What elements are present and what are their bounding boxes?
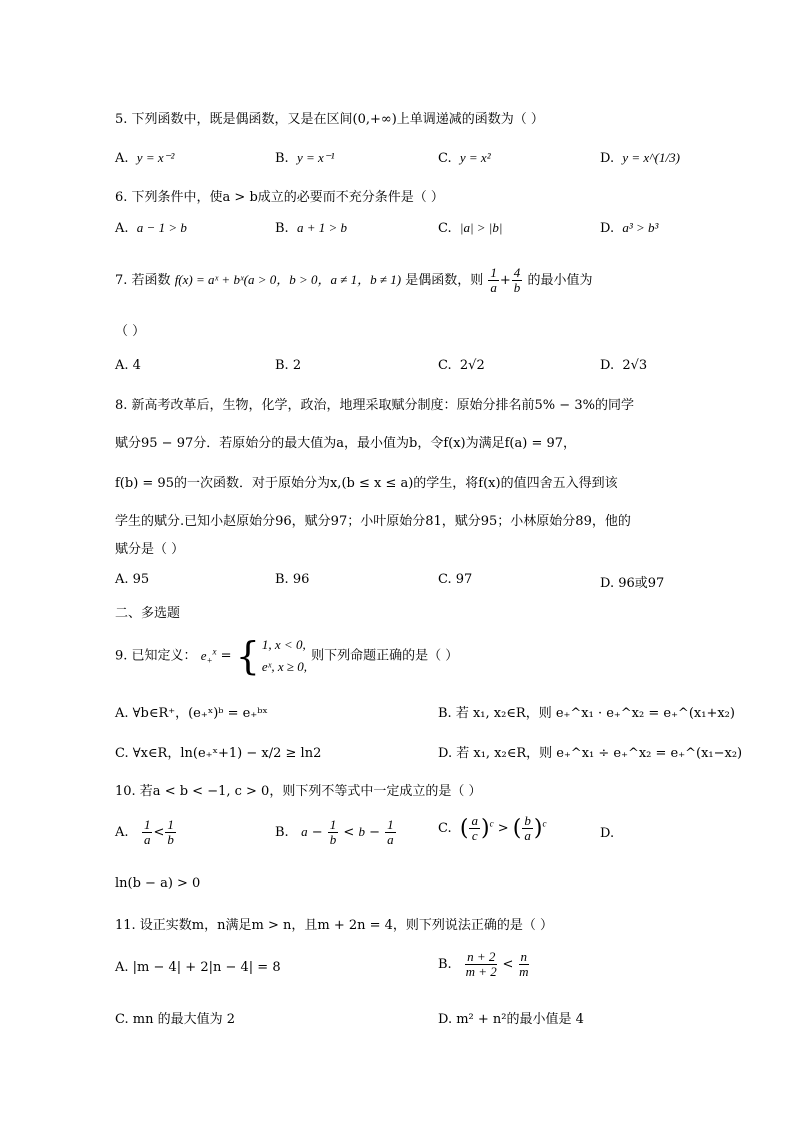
q9-option-a: A. ∀b∈R⁺，(e₊ˣ)ᵇ = e₊ᵇˣ xyxy=(115,706,268,721)
q11-option-c: C. mn 的最大值为 2 xyxy=(115,1012,235,1027)
q9-option-b: B. 若 x₁, x₂∈R，则 e₊^x₁ · e₊^x₂ = e₊^(x₁+x₂) xyxy=(438,706,735,721)
q10-option-c: C. ( $\frac{a}{c}$ )$^c$ > ( $\frac{b}{a}$ )$^c$ xyxy=(438,813,547,843)
q7-function: f(x) = aˣ + bˣ(a > 0，b > 0，a ≠ 1，b ≠ 1) xyxy=(174,272,402,287)
q7-stem: 7. 若函数 f(x) = aˣ + bˣ(a > 0，b > 0，a ≠ 1，b ≠ 1) 是偶函数，则 $\frac{1}{a}$ + $\frac{4}{b}$ 的最小值为 xyxy=(115,265,593,295)
q8-option-c: C. 97 xyxy=(438,572,473,587)
q9-option-d: D. 若 x₁, x₂∈R，则 e₊^x₁ ÷ e₊^x₂ = e₊^(x₁−x₂) xyxy=(438,746,743,761)
q10-option-b: B. a − $\frac{1}{b}$ < b − $\frac{1}{a}$ xyxy=(275,817,394,847)
q7-frac-4b: $\frac{4}{b}$ xyxy=(513,265,521,295)
q6-option-b: B. a + 1 > b xyxy=(275,220,347,236)
q10-option-d-expr: ln(b − a) > 0 xyxy=(115,876,201,891)
q8-option-d: D. 96或97 xyxy=(600,576,665,591)
q7-option-d: D. 2√3 xyxy=(600,358,648,373)
q10-option-a: A. $\frac{1}{a}$ < $\frac{1}{b}$ xyxy=(115,817,174,847)
q6-stem: 6. 下列条件中，使a > b成立的必要而不充分条件是（ ） xyxy=(115,190,444,205)
q5-option-d: D. y = x^(1/3) xyxy=(600,150,680,166)
q8-option-a: A. 95 xyxy=(115,572,150,587)
section-title-multi-choice: 二、多选题 xyxy=(115,606,181,621)
q8-line-2: 赋分95 − 97分．若原始分的最大值为a，最小值为b，令f(x)为满足f(a) = 97， xyxy=(115,436,577,451)
q9-option-c: C. ∀x∈R，ln(e₊ˣ+1) − x/2 ≥ ln2 xyxy=(115,746,322,761)
q8-line-5: 赋分是（ ） xyxy=(115,542,185,557)
q8-option-b: B. 96 xyxy=(275,572,310,587)
q6-option-d: D. a³ > b³ xyxy=(600,220,659,236)
q7-option-c: C. 2√2 xyxy=(438,358,485,373)
q8-line-1: 8. 新高考改革后，生物，化学，政治，地理采取赋分制度：原始分排名前5% − 3%的同学 xyxy=(115,398,634,413)
q11-option-b: B. $\frac{n + 2}{m + 2}$ < $\frac{n}{m}$ xyxy=(438,949,529,979)
q5-option-c: C. y = x² xyxy=(438,150,491,166)
q11-stem: 11. 设正实数m，n满足m > n，且m + 2n = 4，则下列说法正确的是（ ） xyxy=(115,918,554,933)
q5-stem: 5. 下列函数中，既是偶函数，又是在区间(0,+∞)上单调递减的函数为（ ） xyxy=(115,112,544,127)
q5-option-a: A. y = x⁻² xyxy=(115,150,175,166)
q9-stem: 9. 已知定义： $e_+^x$ = { 1, x < 0, eˣ, x ≥ 0, 则下列命题正确的是（ ） xyxy=(115,634,459,678)
q7-option-a: A. 4 xyxy=(115,358,141,373)
q7-frac-1a: $\frac{1}{a}$ xyxy=(490,265,497,295)
q8-line-4: 学生的赋分.已知小赵原始分96，赋分97；小叶原始分81，赋分95；小林原始分89，他的 xyxy=(115,514,631,529)
q11-option-a: A. |m − 4| + 2|n − 4| = 8 xyxy=(115,960,281,975)
q6-option-c: C. |a| > |b| xyxy=(438,220,503,236)
q6-option-a: A. a − 1 > b xyxy=(115,220,187,236)
q10-option-d: D. xyxy=(600,826,615,841)
q8-line-3: f(b) = 95的一次函数．对于原始分为x,(b ≤ x ≤ a)的学生，将f(x)的值四舍五入得到该 xyxy=(115,476,618,491)
q10-stem: 10. 若a < b < −1, c > 0，则下列不等式中一定成立的是（ ） xyxy=(115,784,482,799)
q7-paren: （ ） xyxy=(115,324,146,339)
q7-option-b: B. 2 xyxy=(275,358,302,373)
q5-option-b: B. y = x⁻¹ xyxy=(275,150,335,166)
q11-option-d: D. m² + n²的最小值是 4 xyxy=(438,1012,584,1027)
